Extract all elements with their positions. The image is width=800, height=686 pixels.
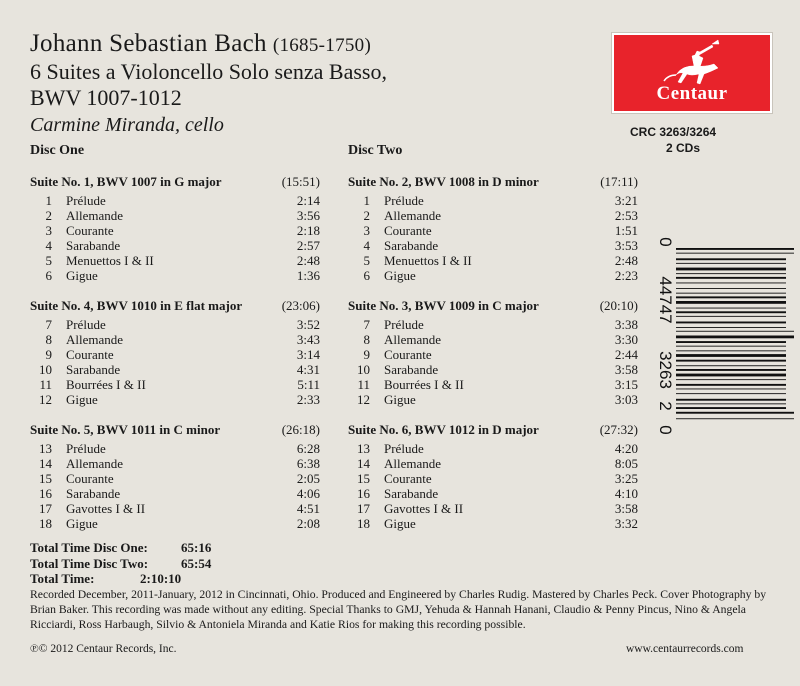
track-time: 2:08 [296,516,320,531]
track-time: 2:57 [296,238,320,253]
centaur-logo [612,33,772,113]
total-disc-two-label: Total Time Disc Two: [30,555,149,571]
barcode-bar [676,258,786,260]
track-name: Menuettos I & II [66,253,154,268]
total-disc-one-label: Total Time Disc One: [30,540,148,555]
track-time: 3:03 [614,392,638,407]
track-number: 3 [363,223,370,238]
track-name: Allemande [384,456,442,471]
track-name: Allemande [384,208,442,223]
suite-block [30,174,320,283]
barcode-bar [676,403,786,404]
track-number: 3 [45,223,52,238]
composer-name: Johann Sebastian Bach [30,30,267,57]
suite-block [348,422,638,531]
track-name: Gavottes I & II [66,501,146,516]
total-times [30,540,211,587]
track-name: Sarabande [66,362,121,377]
barcode-bar [676,311,786,313]
track-row [30,486,320,501]
barcode-bar [676,331,794,332]
barcode-bar [676,283,786,284]
track-name: Bourrées I & II [384,377,464,392]
track-number: 1 [45,193,52,208]
track-time: 3:15 [614,377,638,392]
track-number: 17 [357,501,370,516]
barcode-bar [676,327,786,328]
track-row [30,456,320,471]
suite-title [348,422,638,441]
barcode-bar [676,418,794,419]
track-time: 4:51 [296,501,320,516]
track-number: 7 [363,317,370,332]
barcode-digit: 3263 [656,351,675,389]
track-row [30,253,320,268]
barcode-bar [676,350,786,351]
suite-title [30,174,320,193]
website-url: www.centaurrecords.com [626,643,744,655]
barcode-digit: 2 [656,401,675,411]
track-name: Courante [66,223,114,238]
track-name: Sarabande [384,486,439,501]
disc-two-heading: Disc Two [348,143,403,158]
track-time: 3:58 [614,501,638,516]
track-time: 3:21 [614,193,638,208]
track-row [348,223,638,238]
track-number: 7 [45,317,52,332]
track-time: 6:38 [296,456,320,471]
track-name: Sarabande [384,362,439,377]
track-number: 12 [357,392,370,407]
track-time: 3:25 [614,471,638,486]
track-name: Prélude [384,317,424,332]
work-title: 6 Suites a Violoncello Solo senza Basso, [30,59,387,84]
track-row [30,471,320,486]
suite-total-time: (23:06) [281,298,320,313]
track-number: 11 [357,377,370,392]
track-row [30,347,320,362]
suite-name: Suite No. 1, BWV 1007 in G major [30,174,222,189]
track-time: 2:14 [296,193,320,208]
barcode-bar [676,389,786,390]
barcode-bar [676,293,786,294]
track-row [348,392,638,407]
track-number: 6 [363,268,370,283]
composer-dates: (1685-1750) [272,35,372,56]
total-disc-one: 65:16 [181,540,212,555]
suite-total-time: (27:32) [599,422,638,437]
track-name: Gigue [384,516,416,531]
catalog-info [630,124,716,156]
track-time: 4:31 [296,362,320,377]
track-time: 2:48 [614,253,638,268]
suite-block [30,422,320,531]
track-name: Gigue [384,392,416,407]
track-row [30,332,320,347]
barcode-bar [676,341,786,343]
barcode-bar [676,248,794,250]
track-row [348,317,638,332]
barcode-bar [676,407,786,409]
suite-title [348,174,638,193]
suite-block [30,298,320,407]
track-number: 14 [357,456,370,471]
barcode-bar [676,296,786,298]
track-number: 16 [357,486,370,501]
track-row [348,362,638,377]
barcode-bar [676,277,786,279]
track-number: 1 [363,193,370,208]
barcode-bar [676,360,786,362]
track-row [348,486,638,501]
track-number: 15 [39,471,52,486]
barcode-digit: 0 [656,237,675,247]
track-time: 2:33 [296,392,320,407]
suite-total-time: (20:10) [599,298,638,313]
track-time: 3:14 [296,347,320,362]
track-row [348,471,638,486]
barcode-bar [676,384,786,386]
track-row [30,516,320,531]
track-row [348,456,638,471]
barcode-bar [676,346,786,347]
barcode-bar [676,288,786,289]
track-number: 4 [45,238,52,253]
suite-name: Suite No. 5, BWV 1011 in C minor [30,422,221,437]
track-number: 15 [357,471,370,486]
track-row [348,377,638,392]
barcode-bar [676,374,786,377]
track-row [348,347,638,362]
track-time: 2:05 [296,471,320,486]
track-time: 3:43 [296,332,320,347]
track-time: 6:28 [296,441,320,456]
track-name: Allemande [66,332,124,347]
track-time: 3:32 [614,516,638,531]
track-row [30,377,320,392]
track-row [348,516,638,531]
track-name: Courante [66,347,114,362]
track-name: Prélude [384,193,424,208]
track-row [30,268,320,283]
barcode-bar [676,393,786,394]
track-name: Sarabande [384,238,439,253]
track-name: Prélude [384,441,424,456]
barcode-bar [676,412,794,414]
barcode [648,230,798,440]
track-time: 8:05 [614,456,638,471]
track-row [348,441,638,456]
track-row [30,501,320,516]
track-time: 2:18 [296,223,320,238]
track-time: 2:53 [614,208,638,223]
track-time: 4:20 [614,441,638,456]
track-number: 17 [39,501,52,516]
track-number: 5 [45,253,52,268]
label-name: Centaur [656,83,728,104]
track-row [30,238,320,253]
track-time: 4:10 [614,486,638,501]
track-row [30,317,320,332]
track-row [348,238,638,253]
barcode-bar [676,316,786,317]
track-row [30,193,320,208]
track-row [30,392,320,407]
composer-line [30,30,371,58]
barcode-bar [676,354,786,357]
track-number: 8 [363,332,370,347]
track-name: Gavottes I & II [384,501,464,516]
track-number: 14 [39,456,52,471]
suite-total-time: (15:51) [281,174,320,189]
track-name: Gigue [384,268,416,283]
barcode-bar [676,365,786,366]
disc-count: 2 CDs [666,141,701,155]
barcode-bar [676,308,786,309]
suite-total-time: (17:11) [600,174,638,189]
track-row [348,501,638,516]
track-row [30,362,320,377]
track-time: 3:58 [614,362,638,377]
track-time: 3:38 [614,317,638,332]
barcode-bar [676,268,786,271]
track-name: Prélude [66,317,106,332]
barcode-bar [676,399,786,401]
barcode-bar [676,263,786,264]
barcode-digit: 44747 [656,276,675,324]
suite-total-time: (26:18) [281,422,320,437]
total-time: 2:10:10 [140,571,182,586]
track-name: Courante [384,223,432,238]
track-time: 4:06 [296,486,320,501]
suite-name: Suite No. 2, BWV 1008 in D minor [348,174,539,189]
barcode-bar [676,253,794,254]
barcode-bar [676,336,794,339]
track-time: 1:51 [614,223,638,238]
track-row [348,193,638,208]
suite-name: Suite No. 4, BWV 1010 in E flat major [30,298,243,313]
track-name: Courante [384,347,432,362]
track-number: 13 [357,441,370,456]
track-row [30,441,320,456]
suite-title [30,298,320,317]
suite-title [348,298,638,317]
track-name: Courante [66,471,114,486]
track-time: 3:53 [614,238,638,253]
track-name: Sarabande [66,486,121,501]
track-number: 10 [39,362,52,377]
track-number: 10 [357,362,370,377]
barcode-bar [676,379,786,380]
track-number: 12 [39,392,52,407]
suite-name: Suite No. 3, BWV 1009 in C major [348,298,539,313]
track-number: 13 [39,441,52,456]
performer: Carmine Miranda, cello [30,114,224,136]
track-row [348,208,638,223]
track-time: 3:52 [296,317,320,332]
track-number: 9 [363,347,370,362]
track-number: 18 [39,516,52,531]
track-row [348,332,638,347]
track-number: 2 [363,208,370,223]
track-time: 3:30 [614,332,638,347]
track-row [348,268,638,283]
barcode-bar [676,322,786,324]
barcode-digit: 0 [656,425,675,435]
track-time: 2:23 [614,268,638,283]
track-row [30,223,320,238]
track-name: Prélude [66,193,106,208]
track-number: 16 [39,486,52,501]
track-number: 18 [357,516,370,531]
disc-one-heading: Disc One [30,143,85,158]
barcode-bar [676,301,786,304]
work-catalog: BWV 1007-1012 [30,85,182,110]
track-name: Allemande [66,208,124,223]
track-number: 5 [363,253,370,268]
track-name: Gigue [66,392,98,407]
barcode-bar [676,273,786,274]
track-time: 3:56 [296,208,320,223]
credits-text: Recorded December, 2011-January, 2012 in Cincinnati, Ohio. Produced and Engineered by Charles Rudig. Mastered by Charles Peck. Cover Photography by Brian Baker. This recording was made without any editing. Special Thanks to GMJ, Yehuda & Hannah Hanani, Claudio & Penny Pincus, Nino & Angela Ricciardi, Ross Harbaugh, Silvio & Antoniela Miranda and Katie Rios for making this recording possible. [30,588,767,631]
suite-block [348,174,638,283]
track-time: 1:36 [296,268,320,283]
track-row [30,208,320,223]
track-name: Allemande [66,456,124,471]
track-number: 2 [45,208,52,223]
barcode-bars [648,230,798,440]
copyright: ℗© 2012 Centaur Records, Inc. [30,643,177,655]
track-time: 5:11 [297,377,320,392]
total-time-label: Total Time: [30,571,95,586]
track-name: Menuettos I & II [384,253,472,268]
track-name: Prélude [66,441,106,456]
track-number: 8 [45,332,52,347]
track-name: Allemande [384,332,442,347]
track-number: 6 [45,268,52,283]
track-number: 11 [39,377,52,392]
track-name: Gigue [66,268,98,283]
track-row [348,253,638,268]
track-name: Sarabande [66,238,121,253]
total-disc-two: 65:54 [181,555,212,571]
suite-block [348,298,638,407]
track-time: 2:48 [296,253,320,268]
catalog-number: CRC 3263/3264 [630,125,717,139]
track-name: Courante [384,471,432,486]
suite-name: Suite No. 6, BWV 1012 in D major [348,422,539,437]
barcode-bar [676,369,786,371]
track-name: Gigue [66,516,98,531]
track-name: Bourrées I & II [66,377,146,392]
track-number: 4 [363,238,370,253]
track-time: 2:44 [614,347,638,362]
track-number: 9 [45,347,52,362]
suite-title [30,422,320,441]
